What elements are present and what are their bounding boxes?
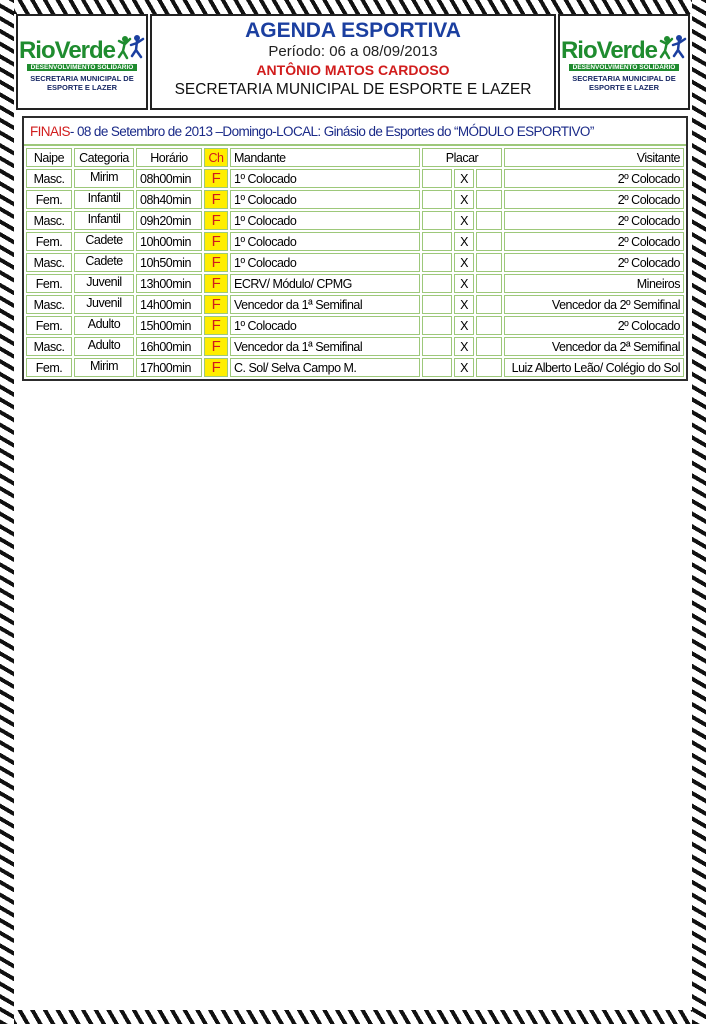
- cell-mandante: 1º Colocado: [230, 316, 420, 335]
- logo-secretaria-line2: ESPORTE E LAZER: [588, 82, 659, 92]
- cell-versus: X: [454, 295, 474, 314]
- cell-visitante: 2º Colocado: [504, 316, 684, 335]
- page-title: AGENDA ESPORTIVA: [245, 19, 461, 42]
- athlete-figures-icon: [117, 33, 145, 63]
- cell-score-away: [476, 337, 502, 356]
- table-row: [26, 337, 684, 356]
- cell-mandante: 1º Colocado: [230, 169, 420, 188]
- schedule-body: [26, 169, 684, 377]
- cell-visitante: 2º Colocado: [504, 232, 684, 251]
- decorative-border-bottom: [0, 1010, 706, 1024]
- cell-naipe: Masc.: [26, 337, 72, 356]
- cell-versus: X: [454, 274, 474, 293]
- cell-score-home: [422, 211, 452, 230]
- header-placar: Placar: [422, 148, 502, 167]
- cell-score-away: [476, 358, 502, 377]
- header-categoria: Categoria: [74, 148, 134, 167]
- cell-visitante: Mineiros: [504, 274, 684, 293]
- cell-categoria: Mirim: [74, 169, 134, 188]
- cell-score-away: [476, 295, 502, 314]
- cell-versus: X: [454, 358, 474, 377]
- decorative-border-left: [0, 0, 14, 1024]
- cell-ch: F: [204, 253, 228, 272]
- cell-naipe: Fem.: [26, 190, 72, 209]
- table-row: [26, 358, 684, 377]
- table-row: [26, 316, 684, 335]
- cell-score-away: [476, 316, 502, 335]
- cell-naipe: Fem.: [26, 358, 72, 377]
- cell-mandante: 1º Colocado: [230, 232, 420, 251]
- cell-score-away: [476, 211, 502, 230]
- table-header-row: [26, 148, 684, 167]
- table-row: [26, 274, 684, 293]
- cell-versus: X: [454, 169, 474, 188]
- event-prefix: FINAIS: [30, 123, 70, 139]
- cell-naipe: Masc.: [26, 211, 72, 230]
- cell-score-home: [422, 316, 452, 335]
- cell-mandante: 1º Colocado: [230, 253, 420, 272]
- logo-secretaria-line2: ESPORTE E LAZER: [46, 82, 117, 92]
- cell-versus: X: [454, 253, 474, 272]
- cell-score-away: [476, 253, 502, 272]
- cell-naipe: Masc.: [26, 295, 72, 314]
- decorative-border-top: [0, 0, 706, 14]
- logo-secretaria: [572, 74, 675, 92]
- cell-mandante: Vencedor da 1ª Semifinal: [230, 295, 420, 314]
- cell-ch: F: [204, 211, 228, 230]
- cell-score-home: [422, 337, 452, 356]
- cell-visitante: 2º Colocado: [504, 253, 684, 272]
- cell-categoria: Adulto: [74, 337, 134, 356]
- cell-score-away: [476, 169, 502, 188]
- cell-ch: F: [204, 337, 228, 356]
- header-ch: Ch: [204, 148, 228, 167]
- cell-score-home: [422, 169, 452, 188]
- cell-score-home: [422, 358, 452, 377]
- cell-naipe: Fem.: [26, 316, 72, 335]
- person-name: ANTÔNIO MATOS CARDOSO: [256, 62, 450, 78]
- athlete-figures-icon: [659, 33, 687, 63]
- logo-mark: [19, 33, 145, 63]
- cell-versus: X: [454, 316, 474, 335]
- cell-score-away: [476, 232, 502, 251]
- cell-versus: X: [454, 232, 474, 251]
- cell-visitante: Vencedor da 2ª Semifinal: [504, 337, 684, 356]
- cell-horario: 10h50min: [136, 253, 202, 272]
- cell-categoria: Juvenil: [74, 295, 134, 314]
- cell-visitante: Vencedor da 2º Semifinal: [504, 295, 684, 314]
- cell-mandante: 1º Colocado: [230, 211, 420, 230]
- cell-ch: F: [204, 190, 228, 209]
- cell-ch: F: [204, 316, 228, 335]
- cell-categoria: Juvenil: [74, 274, 134, 293]
- cell-horario: 17h00min: [136, 358, 202, 377]
- logo-secretaria: [30, 74, 133, 92]
- logo-right: [558, 14, 690, 110]
- logo-city-text: RioVerde: [560, 36, 658, 64]
- cell-categoria: Cadete: [74, 253, 134, 272]
- cell-categoria: Infantil: [74, 211, 134, 230]
- header-mandante: Mandante: [230, 148, 420, 167]
- table-row: [26, 211, 684, 230]
- cell-mandante: ECRV/ Módulo/ CPMG: [230, 274, 420, 293]
- cell-visitante: Luiz Alberto Leão/ Colégio do Sol: [504, 358, 684, 377]
- cell-ch: F: [204, 169, 228, 188]
- cell-categoria: Infantil: [74, 190, 134, 209]
- cell-horario: 08h40min: [136, 190, 202, 209]
- logo-secretaria-line1: SECRETARIA MUNICIPAL DE: [30, 73, 134, 83]
- event-description: - 08 de Setembro de 2013 –Domingo-LOCAL: Ginásio de Esportes do “MÓDULO ESPORTIVO”: [69, 123, 594, 139]
- schedule-table: [24, 146, 686, 379]
- cell-horario: 15h00min: [136, 316, 202, 335]
- header-title-box: [150, 14, 556, 110]
- cell-naipe: Fem.: [26, 232, 72, 251]
- cell-categoria: Cadete: [74, 232, 134, 251]
- cell-score-away: [476, 190, 502, 209]
- cell-horario: 08h00min: [136, 169, 202, 188]
- cell-ch: F: [204, 274, 228, 293]
- logo-secretaria-line1: SECRETARIA MUNICIPAL DE: [572, 73, 676, 83]
- schedule-box: [22, 116, 688, 381]
- cell-mandante: Vencedor da 1ª Semifinal: [230, 337, 420, 356]
- cell-score-home: [422, 295, 452, 314]
- cell-mandante: 1º Colocado: [230, 190, 420, 209]
- cell-naipe: Fem.: [26, 274, 72, 293]
- logo-mark: [561, 33, 687, 63]
- logo-slogan: DESENVOLVIMENTO SOLIDÁRIO: [27, 64, 138, 71]
- table-row: [26, 190, 684, 209]
- cell-horario: 09h20min: [136, 211, 202, 230]
- cell-naipe: Masc.: [26, 253, 72, 272]
- cell-horario: 13h00min: [136, 274, 202, 293]
- cell-score-home: [422, 190, 452, 209]
- cell-horario: 10h00min: [136, 232, 202, 251]
- cell-categoria: Mirim: [74, 358, 134, 377]
- table-row: [26, 169, 684, 188]
- cell-visitante: 2º Colocado: [504, 211, 684, 230]
- decorative-border-right: [692, 0, 706, 1024]
- cell-score-home: [422, 232, 452, 251]
- cell-versus: X: [454, 337, 474, 356]
- header-naipe: Naipe: [26, 148, 72, 167]
- cell-visitante: 2º Colocado: [504, 169, 684, 188]
- header-horario: Horário: [136, 148, 202, 167]
- cell-ch: F: [204, 295, 228, 314]
- cell-naipe: Masc.: [26, 169, 72, 188]
- table-row: [26, 253, 684, 272]
- table-row: [26, 295, 684, 314]
- cell-horario: 16h00min: [136, 337, 202, 356]
- period-text: Período: 06 a 08/09/2013: [268, 43, 438, 60]
- table-row: [26, 232, 684, 251]
- event-heading: [24, 118, 686, 146]
- logo-slogan: DESENVOLVIMENTO SOLIDÁRIO: [569, 64, 680, 71]
- logo-city-text: RioVerde: [18, 36, 116, 64]
- cell-versus: X: [454, 211, 474, 230]
- cell-versus: X: [454, 190, 474, 209]
- cell-visitante: 2º Colocado: [504, 190, 684, 209]
- cell-ch: F: [204, 232, 228, 251]
- cell-score-home: [422, 274, 452, 293]
- cell-ch: F: [204, 358, 228, 377]
- cell-mandante: C. Sol/ Selva Campo M.: [230, 358, 420, 377]
- cell-categoria: Adulto: [74, 316, 134, 335]
- cell-score-home: [422, 253, 452, 272]
- cell-score-away: [476, 274, 502, 293]
- cell-horario: 14h00min: [136, 295, 202, 314]
- department-name: SECRETARIA MUNICIPAL DE ESPORTE E LAZER: [174, 81, 532, 98]
- logo-left: [16, 14, 148, 110]
- header-visitante: Visitante: [504, 148, 684, 167]
